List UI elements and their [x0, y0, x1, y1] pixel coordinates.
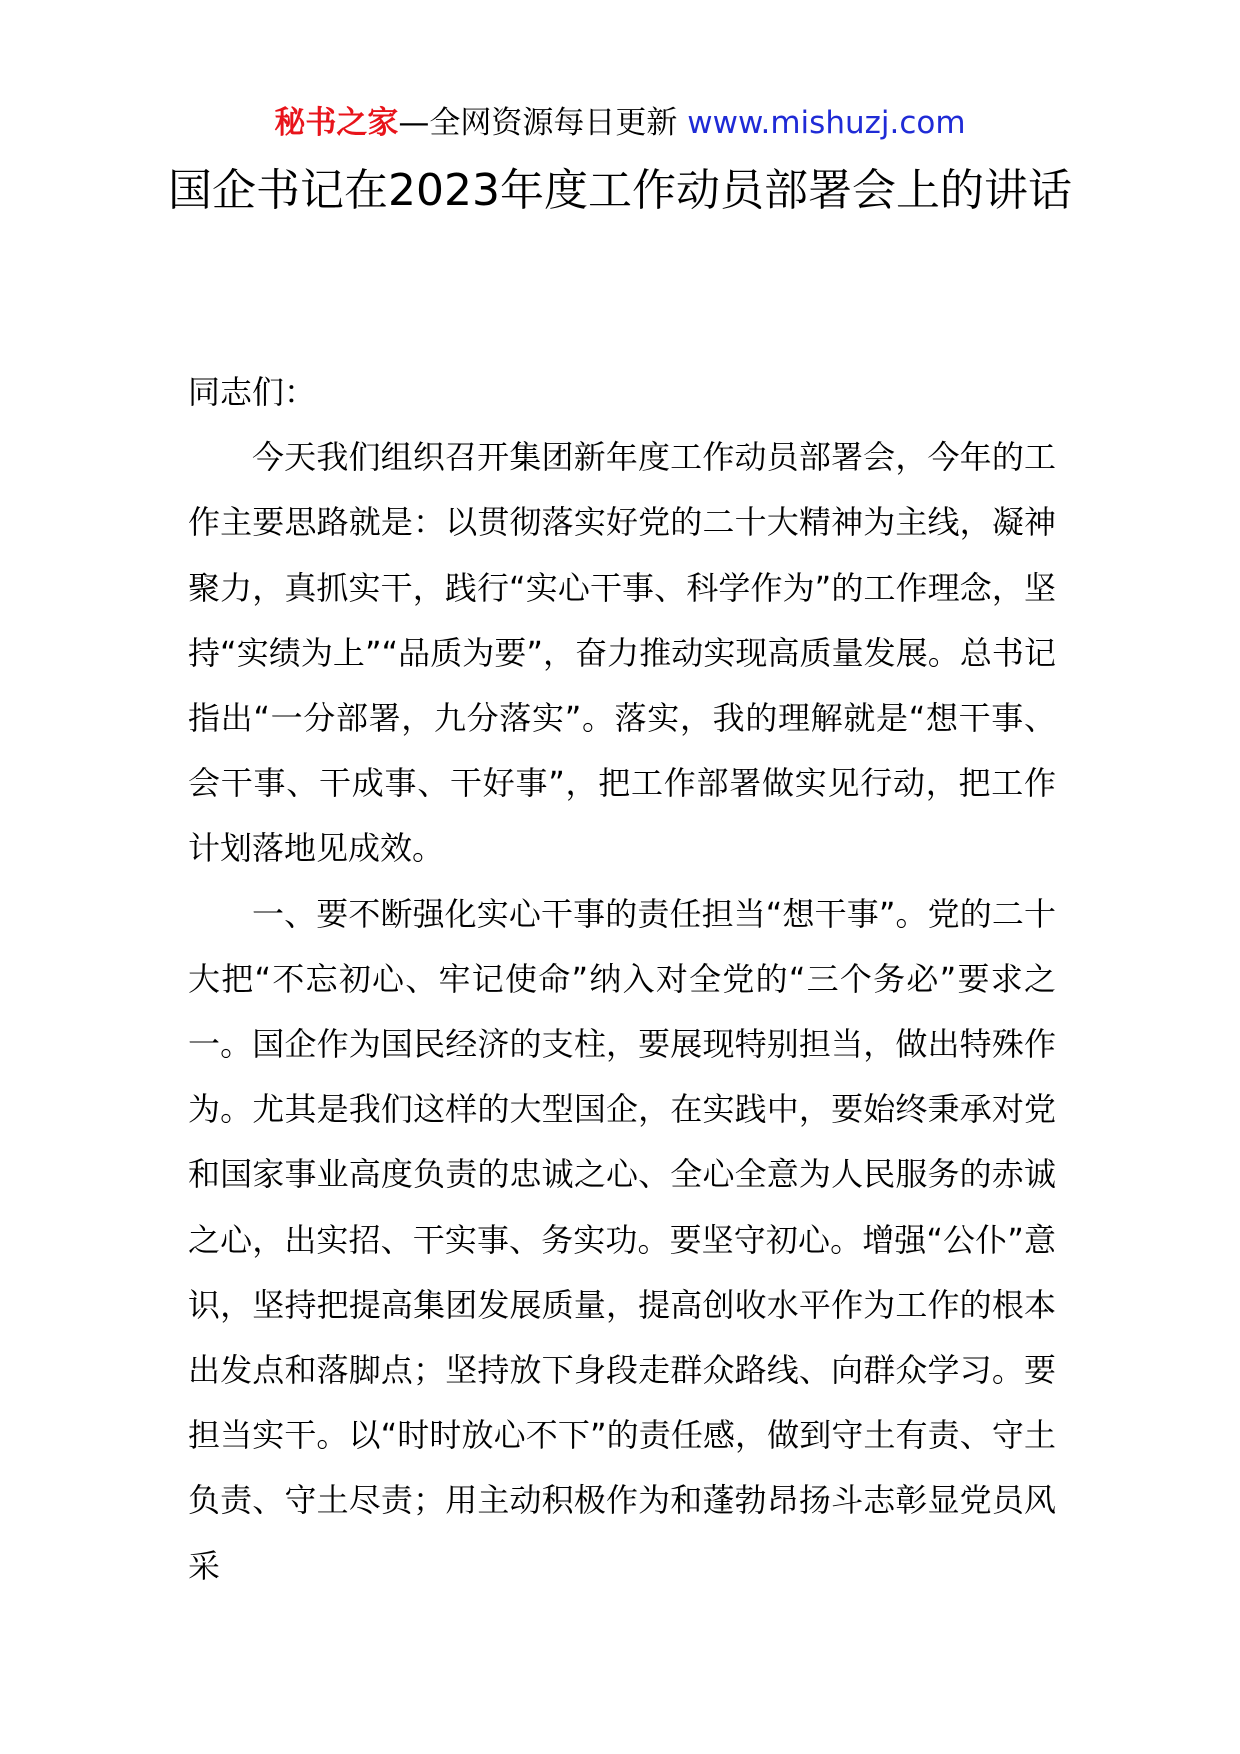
brand-name: 秘书之家: [274, 105, 399, 141]
paragraph-intro: 今天我们组织召开集团新年度工作动员部署会，今年的工作主要思路就是：以贯彻落实好党的二十大精神为主线，凝神聚力，真抓实干，践行“实心干事、科学作为”的工作理念，坚持“实绩为上”“品质为要”，奋力推动实现高质量发展。总书记指出“一分部署，九分落实”。落实，我的理解就是“想干事、会干事、干成事、干好事”，把工作部署做实见行动，把工作计划落地见成效。: [188, 438, 1056, 868]
document-title: 国企书记在2023年度工作动员部署会上的讲话: [168, 165, 1072, 216]
document-body: [188, 360, 1056, 1599]
site-header: [0, 98, 1240, 148]
site-url-link[interactable]: www.mishuzj.com: [687, 105, 966, 141]
header-tagline: —全网资源每日更新: [398, 105, 688, 141]
paragraph-section-one: 一、要不断强化实心干事的责任担当“想干事”。党的二十大把“不忘初心、牢记使命”纳入对全党的“三个务必”要求之一。国企作为国民经济的支柱，要展现特别担当，做出特殊作为。尤其是我们这样的大型国企，在实践中，要始终秉承对党和国家事业高度负责的忠诚之心、全心全意为人民服务的赤诚之心，出实招、干实事、务实功。要坚守初心。增强“公仆”意识，坚持把提高集团发展质量，提高创收水平作为工作的根本出发点和落脚点；坚持放下身段走群众路线、向群众学习。要担当实干。以“时时放心不下”的责任感，做到守土有责、守土负责、守土尽责；用主动积极作为和蓬勃昂扬斗志彰显党员风采: [188, 894, 1056, 1585]
salutation: 同志们：: [188, 373, 317, 411]
